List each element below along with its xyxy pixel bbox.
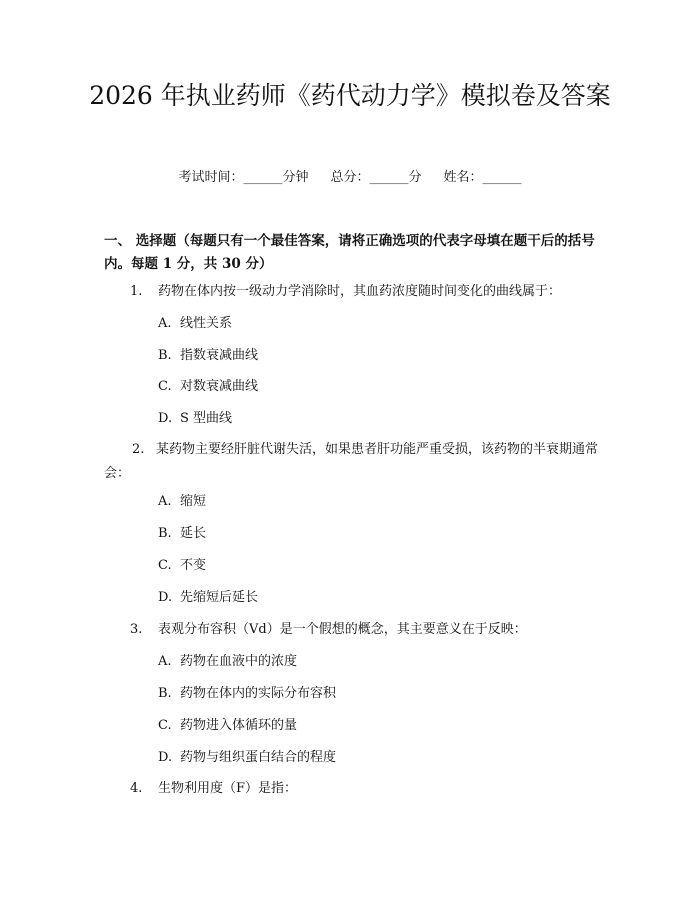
option-text: S 型曲线 [180, 411, 233, 426]
question-number: 2. [132, 442, 145, 457]
question-text: 表观分布容积（Vd）是一个假想的概念，其主要意义在于反映： [158, 622, 527, 637]
question-1 [130, 280, 561, 304]
option-1a [158, 314, 232, 334]
name-field: 姓名：______ [443, 170, 522, 185]
option-letter: C. [158, 379, 172, 394]
option-3b [158, 684, 336, 704]
option-2b [158, 524, 206, 544]
option-letter: A. [158, 494, 172, 509]
question-2 [104, 438, 604, 486]
option-text: 药物在体内的实际分布容积 [180, 686, 337, 701]
exam-time-field: 考试时间：______分钟 [178, 170, 309, 185]
option-1d [158, 409, 232, 429]
question-text: 生物利用度（F）是指： [158, 781, 298, 796]
question-text: 药物在体内按一级动力学消除时，其血药浓度随时间变化的曲线属于： [158, 284, 562, 299]
option-letter: A. [158, 316, 172, 331]
section-heading: 一、 选择题（每题只有一个最佳答案，请将正确选项的代表字母填在题干后的括号内。每题 1 分，共 30 分） [104, 233, 595, 272]
option-text: 延长 [180, 526, 207, 541]
option-text: 药物与组织蛋白结合的程度 [180, 750, 337, 765]
option-letter: A. [158, 654, 172, 669]
option-2d [158, 588, 258, 608]
option-letter: C. [158, 558, 172, 573]
option-text: 线性关系 [180, 316, 233, 331]
option-text: 缩短 [180, 494, 207, 509]
exam-info-line [0, 168, 700, 188]
option-2a [158, 492, 206, 512]
question-number: 1. [130, 284, 143, 299]
option-2c [158, 556, 206, 576]
option-3c [158, 716, 297, 736]
option-letter: B. [158, 348, 172, 363]
option-letter: B. [158, 686, 172, 701]
option-text: 药物进入体循环的量 [180, 718, 298, 733]
option-text: 药物在血液中的浓度 [180, 654, 298, 669]
option-3d [158, 748, 336, 768]
option-letter: D. [158, 590, 173, 605]
option-text: 对数衰减曲线 [180, 379, 259, 394]
question-number: 4. [130, 781, 143, 796]
total-score-field: 总分：______分 [330, 170, 422, 185]
question-4 [130, 777, 297, 801]
option-letter: C. [158, 718, 172, 733]
option-3a [158, 652, 297, 672]
page-title: 2026 年执业药师《药代动力学》模拟卷及答案 [89, 81, 611, 110]
option-letter: D. [158, 411, 173, 426]
option-letter: D. [158, 750, 173, 765]
option-text: 先缩短后延长 [180, 590, 259, 605]
option-letter: B. [158, 526, 172, 541]
option-1b [158, 346, 258, 366]
question-number: 3. [130, 622, 143, 637]
option-text: 不变 [180, 558, 207, 573]
question-text: 某药物主要经肝脏代谢失活，如果患者肝功能严重受损，该药物的半衰期通常会： [104, 442, 599, 481]
option-text: 指数衰减曲线 [180, 348, 259, 363]
option-1c [158, 377, 258, 397]
question-3 [130, 618, 527, 642]
